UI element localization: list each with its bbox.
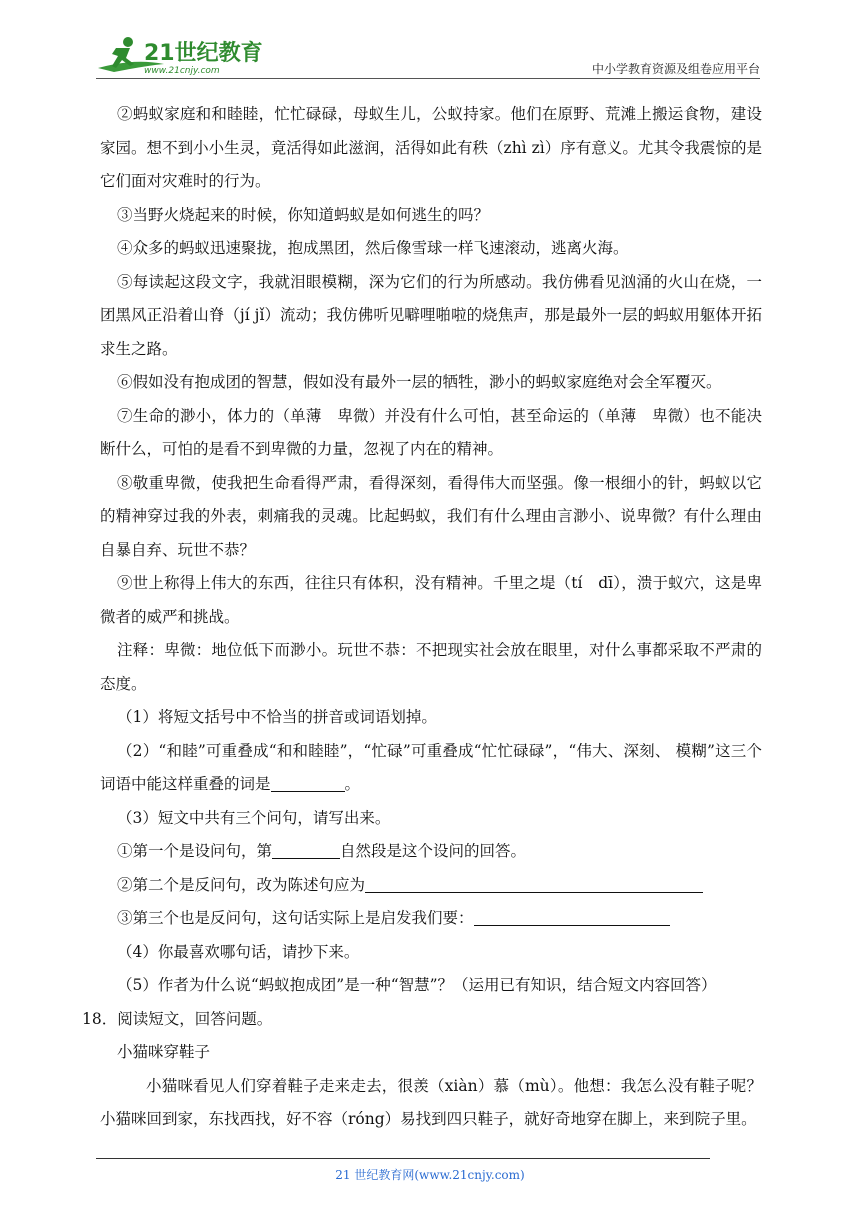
document-body [82, 98, 762, 1137]
question-2-end: 。 [344, 775, 361, 793]
question-18-heading: 18．阅读短文，回答问题。 [82, 1009, 273, 1028]
paragraph-5: ⑤每读起这段文字，我就泪眼模糊，深为它们的行为所感动。我仿佛看见汹涌的火山在烧，一团黑风正沿着山脊（jí jǐ）流动；我仿佛听见噼哩啪啦的烧焦声，那是最外一层的蚂蚁用躯体开拓求生之路。 [100, 272, 762, 358]
paragraph-4: ④众多的蚂蚁迅速聚拢，抱成黑团，然后像雪球一样飞速滚动，逃离火海。 [117, 239, 629, 257]
paragraph-3: ③当野火烧起来的时候，你知道蚂蚁是如何逃生的吗？ [117, 205, 490, 224]
question-3a-pre: ①第一个是设问句，第 [117, 842, 273, 860]
question-1: （1）将短文括号中不恰当的拼音或词语划掉。 [117, 708, 437, 726]
platform-name: 中小学教育资源及组卷应用平台 [591, 62, 760, 76]
question-3c [100, 902, 762, 936]
footer-link[interactable]: 21 世纪教育网(www.21cnjy.com) [335, 1168, 525, 1182]
question-3b [100, 869, 762, 903]
logo-url: www.21cnjy.com [144, 66, 220, 76]
question-2-text: （2）“和睦”可重叠成“和和睦睦”，“忙碌”可重叠成“忙忙碌碌”，“伟大、深刻、 模糊”这三个词语中能这样重叠的词是 [100, 741, 762, 793]
answer-blank[interactable] [272, 842, 340, 859]
header-divider [96, 78, 760, 79]
running-figure-icon [94, 34, 264, 76]
answer-blank[interactable] [365, 876, 703, 893]
question-3a [100, 835, 762, 869]
paragraph-2: ②蚂蚁家庭和和睦睦，忙忙碌碌，母蚁生儿，公蚁持家。他们在原野、荒滩上搬运食物，建设家园。想不到小小生灵，竟活得如此滋润，活得如此有秩（zhì zì）序有意义。尤其令我震惊的是它们面对灾难时的行为。 [100, 105, 762, 190]
footer-divider [96, 1158, 710, 1159]
paragraph-8: ⑧敬重卑微，使我把生命看得严肃，看得深刻，看得伟大而坚强。像一根细小的针，蚂蚁以它的精神穿过我的外表，刺痛我的灵魂。比起蚂蚁，我们有什么理由言渺小、说卑微？有什么理由自暴自弃、玩世不恭？ [100, 473, 762, 559]
question-3b-text: ②第二个是反问句，改为陈述句应为 [117, 875, 366, 894]
question-2 [100, 735, 762, 802]
page-header [0, 0, 860, 80]
paragraph-9: ⑨世上称得上伟大的东西，往往只有体积，没有精神。千里之堤（tí dī），溃于蚁穴，这是卑微者的威严和挑战。 [100, 574, 762, 626]
answer-blank[interactable] [474, 909, 670, 926]
question-3: （3）短文中共有三个问句，请写出来。 [117, 808, 391, 827]
story-title: 小猫咪穿鞋子 [117, 1043, 211, 1061]
question-4: （4）你最喜欢哪句话，请抄下来。 [117, 942, 360, 961]
story-paragraph: 小猫咪看见人们穿着鞋子走来走去，很羡（xiàn）慕（mù）。他想：我怎么没有鞋子呢？小猫咪回到家，东找西找，好不容（róng）易找到四只鞋子，就好奇地穿在脚上，来到院子里。 [100, 1076, 762, 1128]
paragraph-7: ⑦生命的渺小，体力的（单薄 卑微）并没有什么可怕，甚至命运的（单薄 卑微）也不能决断什么，可怕的是看不到卑微的力量，忽视了内在的精神。 [100, 406, 762, 458]
site-logo [94, 34, 264, 76]
question-3a-post: 自然段是这个设问的回答。 [340, 842, 527, 860]
question-3c-text: ③第三个也是反问句，这句话实际上是启发我们要： [117, 909, 474, 927]
logo-text: 21世纪教育 [144, 41, 263, 66]
answer-blank[interactable] [271, 775, 345, 792]
paragraph-6: ⑥假如没有抱成团的智慧，假如没有最外一层的牺牲，渺小的蚂蚁家庭绝对会全军覆灭。 [117, 373, 722, 391]
question-5: （5）作者为什么说“蚂蚁抱成团”是一种“智慧”？（运用已有知识，结合短文内容回答） [117, 976, 717, 994]
annotation-note: 注释：卑微：地位低下而渺小。玩世不恭：不把现实社会放在眼里，对什么事都采取不严肃的态度。 [100, 641, 762, 693]
